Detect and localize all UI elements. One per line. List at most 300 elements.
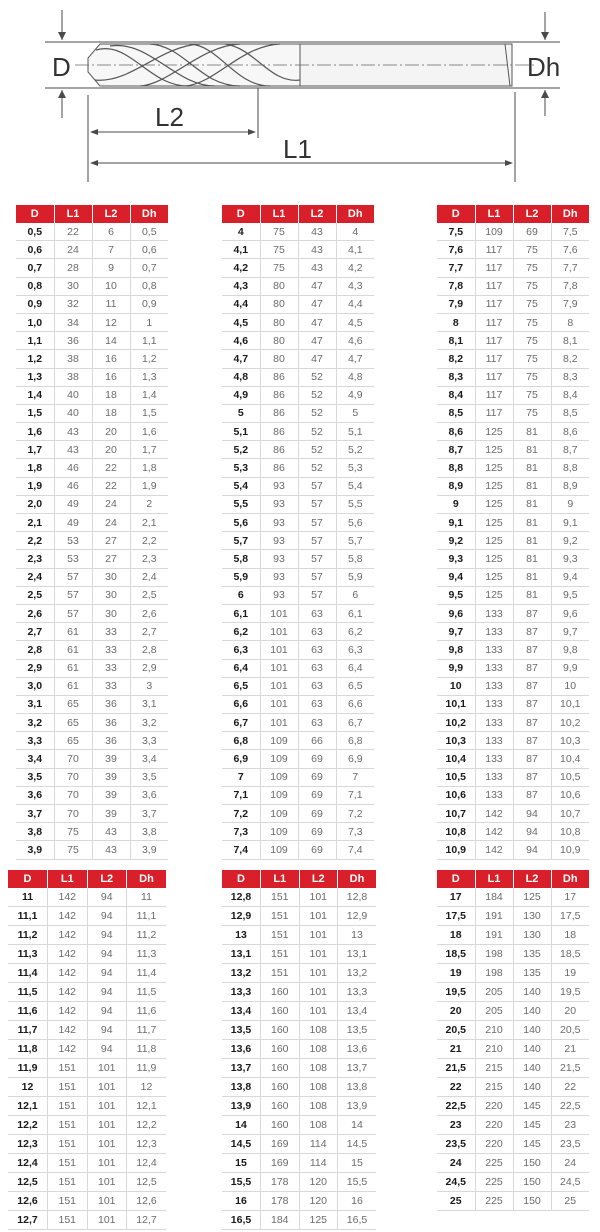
- table-cell: 87: [513, 750, 551, 768]
- table-cell: 14: [222, 1116, 261, 1135]
- table-cell: 81: [513, 586, 551, 604]
- table-cell: 7,9: [551, 295, 589, 313]
- table-cell: 13,6: [338, 1040, 377, 1059]
- table-cell: 10,4: [551, 750, 589, 768]
- table-row: [222, 350, 374, 368]
- table-cell: 10,6: [437, 786, 475, 804]
- table-cell: 80: [260, 350, 298, 368]
- table-row: [16, 714, 168, 732]
- table-cell: 151: [48, 1116, 88, 1135]
- table-cell: 14: [338, 1116, 377, 1135]
- table-cell: 10,5: [551, 768, 589, 786]
- table-row: [437, 732, 589, 750]
- table-cell: 18: [92, 404, 130, 422]
- table-cell: 75: [513, 368, 551, 386]
- table-cell: 47: [298, 295, 336, 313]
- table-cell: 57: [54, 604, 92, 622]
- table-cell: 75: [513, 241, 551, 259]
- table-cell: 13: [338, 926, 377, 945]
- table-cell: 7,6: [437, 241, 475, 259]
- table-cell: 81: [513, 459, 551, 477]
- table-cell: 184: [261, 1211, 300, 1230]
- table-cell: 108: [299, 1097, 338, 1116]
- table-cell: 52: [298, 441, 336, 459]
- table-cell: 75: [260, 223, 298, 241]
- table-cell: 7,3: [336, 823, 374, 841]
- table-cell: 3: [130, 677, 168, 695]
- table-cell: 12,5: [127, 1173, 167, 1192]
- table-cell: 10,8: [437, 823, 475, 841]
- table-row: [222, 786, 374, 804]
- table-cell: 94: [87, 907, 127, 926]
- column-header: Dh: [551, 205, 589, 223]
- table-cell: 12,9: [222, 907, 261, 926]
- table-cell: 4,9: [336, 386, 374, 404]
- table-row: [222, 641, 374, 659]
- table-cell: 101: [87, 1192, 127, 1211]
- table-cell: 43: [298, 223, 336, 241]
- table-cell: 12,8: [222, 888, 261, 907]
- table-row: [222, 964, 376, 983]
- table-cell: 3,4: [16, 750, 54, 768]
- table-cell: 2,1: [16, 514, 54, 532]
- table-row: [222, 732, 374, 750]
- table-row: [16, 586, 168, 604]
- table-cell: 94: [513, 823, 551, 841]
- table-row: [437, 659, 589, 677]
- table-cell: 1,9: [16, 477, 54, 495]
- table-cell: 33: [92, 623, 130, 641]
- table-cell: 5,1: [336, 423, 374, 441]
- table-cell: 13,9: [222, 1097, 261, 1116]
- table-cell: 133: [475, 750, 513, 768]
- table-cell: 5,5: [336, 495, 374, 513]
- table-cell: 101: [87, 1173, 127, 1192]
- table-cell: 12,4: [127, 1154, 167, 1173]
- table-cell: 46: [54, 459, 92, 477]
- table-cell: 4,3: [336, 277, 374, 295]
- table-row: [437, 1192, 589, 1211]
- table-cell: 5,4: [222, 477, 260, 495]
- column-header: D: [8, 870, 48, 888]
- table-row: [437, 805, 589, 823]
- table-cell: 13,9: [338, 1097, 377, 1116]
- table-cell: 169: [261, 1154, 300, 1173]
- table-cell: 4,8: [222, 368, 260, 386]
- table-cell: 24,5: [437, 1173, 475, 1192]
- table-row: [437, 404, 589, 422]
- table-row: [437, 277, 589, 295]
- table-row: [222, 514, 374, 532]
- table-row: [437, 768, 589, 786]
- table-cell: 12,8: [338, 888, 377, 907]
- table-cell: 33: [92, 659, 130, 677]
- table-cell: 9,7: [437, 623, 475, 641]
- table-cell: 220: [475, 1116, 513, 1135]
- table-cell: 140: [513, 983, 551, 1002]
- table-cell: 151: [48, 1154, 88, 1173]
- table-row: [222, 368, 374, 386]
- table-cell: 0,8: [130, 277, 168, 295]
- table-cell: 36: [92, 714, 130, 732]
- table-cell: 22: [92, 477, 130, 495]
- table-cell: 53: [54, 532, 92, 550]
- table-cell: 14: [92, 332, 130, 350]
- table-row: [437, 1173, 589, 1192]
- table-cell: 65: [54, 732, 92, 750]
- table-cell: 9,1: [437, 514, 475, 532]
- table-row: [222, 532, 374, 550]
- table-cell: 6,1: [222, 604, 260, 622]
- table-cell: 10,1: [551, 695, 589, 713]
- table-cell: 101: [299, 1002, 338, 1021]
- table-cell: 5,8: [222, 550, 260, 568]
- table-cell: 205: [475, 1002, 513, 1021]
- table-cell: 1,0: [16, 313, 54, 331]
- table-row: [16, 477, 168, 495]
- table-cell: 87: [513, 768, 551, 786]
- table-cell: 117: [475, 295, 513, 313]
- table-row: [437, 313, 589, 331]
- table-cell: 8: [551, 313, 589, 331]
- table-row: [222, 241, 374, 259]
- table-cell: 18: [92, 386, 130, 404]
- table-row: [437, 568, 589, 586]
- table-cell: 8,4: [551, 386, 589, 404]
- table-cell: 3,4: [130, 750, 168, 768]
- table-row: [437, 641, 589, 659]
- table-cell: 2,3: [130, 550, 168, 568]
- table-cell: 94: [87, 888, 127, 907]
- table-cell: 69: [513, 223, 551, 241]
- table-cell: 93: [260, 514, 298, 532]
- table-cell: 133: [475, 641, 513, 659]
- table-row: [16, 295, 168, 313]
- table-cell: 4,7: [336, 350, 374, 368]
- table-cell: 125: [299, 1211, 338, 1230]
- table-cell: 19,5: [437, 983, 475, 1002]
- table-cell: 205: [475, 983, 513, 1002]
- table-cell: 52: [298, 368, 336, 386]
- column-header: D: [437, 870, 475, 888]
- table-cell: 3,8: [16, 823, 54, 841]
- table-cell: 7,2: [222, 805, 260, 823]
- table-row: [222, 295, 374, 313]
- table-cell: 23,5: [551, 1135, 589, 1154]
- table-row: [16, 568, 168, 586]
- table-cell: 7,8: [437, 277, 475, 295]
- table-row: [16, 495, 168, 513]
- table-row: [8, 907, 166, 926]
- table-cell: 24: [92, 514, 130, 532]
- table-cell: 16: [338, 1192, 377, 1211]
- table-cell: 101: [87, 1116, 127, 1135]
- table-cell: 1,7: [16, 441, 54, 459]
- table-cell: 80: [260, 332, 298, 350]
- table-cell: 142: [475, 805, 513, 823]
- table-cell: 13,4: [222, 1002, 261, 1021]
- table-cell: 4,5: [336, 313, 374, 331]
- table-cell: 4,2: [336, 259, 374, 277]
- table-cell: 101: [299, 983, 338, 1002]
- table-cell: 1,8: [16, 459, 54, 477]
- table-cell: 10,5: [437, 768, 475, 786]
- table-cell: 8,3: [437, 368, 475, 386]
- table-cell: 13,7: [338, 1059, 377, 1078]
- table-row: [16, 677, 168, 695]
- table-cell: 6,2: [336, 623, 374, 641]
- table-cell: 133: [475, 732, 513, 750]
- column-header: L1: [475, 870, 513, 888]
- table-cell: 160: [261, 1078, 300, 1097]
- table-cell: 22: [551, 1078, 589, 1097]
- table-cell: 9,1: [551, 514, 589, 532]
- table-cell: 9,5: [551, 586, 589, 604]
- table-cell: 57: [298, 586, 336, 604]
- table-cell: 2,8: [16, 641, 54, 659]
- table-cell: 93: [260, 532, 298, 550]
- table-cell: 1,1: [16, 332, 54, 350]
- table-row: [222, 477, 374, 495]
- table-cell: 81: [513, 550, 551, 568]
- table-row: [16, 368, 168, 386]
- dimension-table-6: [437, 870, 589, 1211]
- table-cell: 63: [298, 623, 336, 641]
- table-cell: 14,5: [338, 1135, 377, 1154]
- dimension-table-3: [437, 205, 589, 860]
- table-cell: 101: [87, 1135, 127, 1154]
- table-cell: 2,3: [16, 550, 54, 568]
- table-cell: 57: [298, 477, 336, 495]
- table-row: [222, 332, 374, 350]
- table-cell: 7,1: [222, 786, 260, 804]
- table-row: [222, 677, 374, 695]
- table-cell: 93: [260, 495, 298, 513]
- table-cell: 8,3: [551, 368, 589, 386]
- table-cell: 1,2: [16, 350, 54, 368]
- table-cell: 3,8: [130, 823, 168, 841]
- table-cell: 142: [48, 945, 88, 964]
- column-header: L2: [298, 205, 336, 223]
- table-cell: 101: [87, 1059, 127, 1078]
- table-cell: 7,1: [336, 786, 374, 804]
- table-cell: 13,4: [338, 1002, 377, 1021]
- table-cell: 3,6: [16, 786, 54, 804]
- table-row: [437, 1135, 589, 1154]
- table-cell: 8,7: [437, 441, 475, 459]
- table-cell: 125: [475, 477, 513, 495]
- table-row: [8, 1097, 166, 1116]
- table-cell: 4,9: [222, 386, 260, 404]
- table-cell: 3,1: [16, 695, 54, 713]
- table-cell: 57: [298, 550, 336, 568]
- table-cell: 10,9: [437, 841, 475, 859]
- table-cell: 2,4: [130, 568, 168, 586]
- table-row: [16, 277, 168, 295]
- table-cell: 109: [260, 786, 298, 804]
- table-cell: 151: [48, 1211, 88, 1230]
- table-cell: 7,3: [222, 823, 260, 841]
- table-cell: 3,5: [130, 768, 168, 786]
- table-row: [222, 768, 374, 786]
- table-cell: 10,2: [551, 714, 589, 732]
- table-cell: 38: [54, 350, 92, 368]
- table-cell: 63: [298, 695, 336, 713]
- table-cell: 24: [437, 1154, 475, 1173]
- table-cell: 24: [551, 1154, 589, 1173]
- table-cell: 145: [513, 1116, 551, 1135]
- table-cell: 150: [513, 1173, 551, 1192]
- table-cell: 11,3: [127, 945, 167, 964]
- table-row: [16, 532, 168, 550]
- table-cell: 16: [92, 368, 130, 386]
- table-cell: 191: [475, 926, 513, 945]
- table-cell: 22,5: [551, 1097, 589, 1116]
- table-cell: 4: [336, 223, 374, 241]
- table-cell: 87: [513, 677, 551, 695]
- table-cell: 117: [475, 368, 513, 386]
- table-cell: 0,9: [130, 295, 168, 313]
- table-cell: 43: [92, 841, 130, 859]
- table-row: [437, 295, 589, 313]
- table-cell: 109: [260, 841, 298, 859]
- table-cell: 4,7: [222, 350, 260, 368]
- table-cell: 4,4: [336, 295, 374, 313]
- table-cell: 125: [475, 550, 513, 568]
- table-cell: 11: [8, 888, 48, 907]
- table-cell: 6,7: [222, 714, 260, 732]
- table-row: [437, 677, 589, 695]
- table-cell: 47: [298, 313, 336, 331]
- table-cell: 23: [551, 1116, 589, 1135]
- table-cell: 142: [48, 964, 88, 983]
- table-cell: 101: [260, 604, 298, 622]
- table-cell: 87: [513, 714, 551, 732]
- table-row: [8, 1021, 166, 1040]
- table-row: [222, 423, 374, 441]
- table-cell: 69: [298, 768, 336, 786]
- table-cell: 63: [298, 604, 336, 622]
- table-cell: 9,6: [551, 604, 589, 622]
- table-row: [437, 514, 589, 532]
- table-cell: 120: [299, 1192, 338, 1211]
- table-cell: 120: [299, 1173, 338, 1192]
- table-cell: 39: [92, 768, 130, 786]
- table-cell: 57: [298, 568, 336, 586]
- table-cell: 3,2: [130, 714, 168, 732]
- table-cell: 6: [336, 586, 374, 604]
- table-cell: 22,5: [437, 1097, 475, 1116]
- table-cell: 150: [513, 1154, 551, 1173]
- table-cell: 0,9: [16, 295, 54, 313]
- table-cell: 32: [54, 295, 92, 313]
- table-cell: 8,1: [551, 332, 589, 350]
- table-cell: 109: [260, 768, 298, 786]
- table-row: [222, 586, 374, 604]
- table-cell: 20: [437, 1002, 475, 1021]
- table-cell: 2,0: [16, 495, 54, 513]
- table-cell: 9,4: [551, 568, 589, 586]
- table-cell: 93: [260, 550, 298, 568]
- table-cell: 1,8: [130, 459, 168, 477]
- table-cell: 69: [298, 786, 336, 804]
- table-cell: 117: [475, 277, 513, 295]
- table-cell: 3,7: [130, 805, 168, 823]
- table-cell: 10,7: [437, 805, 475, 823]
- table-cell: 5,7: [336, 532, 374, 550]
- table-cell: 13,6: [222, 1040, 261, 1059]
- table-cell: 6,5: [222, 677, 260, 695]
- table-cell: 86: [260, 459, 298, 477]
- table-cell: 109: [475, 223, 513, 241]
- table-cell: 33: [92, 677, 130, 695]
- table-cell: 63: [298, 641, 336, 659]
- table-cell: 0,8: [16, 277, 54, 295]
- table-cell: 16: [222, 1192, 261, 1211]
- table-cell: 3,1: [130, 695, 168, 713]
- table-cell: 151: [261, 888, 300, 907]
- table-cell: 13,7: [222, 1059, 261, 1078]
- table-cell: 5,8: [336, 550, 374, 568]
- table-cell: 66: [298, 732, 336, 750]
- table-cell: 142: [48, 926, 88, 945]
- table-cell: 3,5: [16, 768, 54, 786]
- table-cell: 9,2: [551, 532, 589, 550]
- table-cell: 10,7: [551, 805, 589, 823]
- table-cell: 10,3: [437, 732, 475, 750]
- table-row: [437, 332, 589, 350]
- table-cell: 109: [260, 823, 298, 841]
- table-cell: 160: [261, 983, 300, 1002]
- table-cell: 11,5: [8, 983, 48, 1002]
- table-cell: 13,1: [222, 945, 261, 964]
- table-cell: 39: [92, 750, 130, 768]
- table-row: [222, 1116, 376, 1135]
- table-cell: 75: [260, 241, 298, 259]
- table-cell: 117: [475, 404, 513, 422]
- table-cell: 43: [54, 441, 92, 459]
- table-cell: 39: [92, 805, 130, 823]
- table-cell: 5,3: [336, 459, 374, 477]
- table-cell: 15: [338, 1154, 377, 1173]
- table-cell: 3,3: [130, 732, 168, 750]
- table-cell: 7: [336, 768, 374, 786]
- table-cell: 125: [475, 459, 513, 477]
- table-cell: 2,4: [16, 568, 54, 586]
- table-cell: 8,8: [437, 459, 475, 477]
- table-cell: 9,8: [551, 641, 589, 659]
- table-cell: 5,6: [222, 514, 260, 532]
- table-cell: 81: [513, 568, 551, 586]
- table-cell: 5,5: [222, 495, 260, 513]
- table-cell: 12,4: [8, 1154, 48, 1173]
- table-cell: 13: [222, 926, 261, 945]
- table-cell: 3,2: [16, 714, 54, 732]
- table-row: [16, 823, 168, 841]
- table-cell: 2,6: [130, 604, 168, 622]
- table-cell: 117: [475, 350, 513, 368]
- table-cell: 10,3: [551, 732, 589, 750]
- table-cell: 75: [54, 841, 92, 859]
- table-cell: 46: [54, 477, 92, 495]
- table-cell: 75: [513, 332, 551, 350]
- table-cell: 8,5: [437, 404, 475, 422]
- table-cell: 151: [261, 907, 300, 926]
- table-cell: 6,4: [336, 659, 374, 677]
- table-row: [222, 1040, 376, 1059]
- table-cell: 215: [475, 1059, 513, 1078]
- table-cell: 6,5: [336, 677, 374, 695]
